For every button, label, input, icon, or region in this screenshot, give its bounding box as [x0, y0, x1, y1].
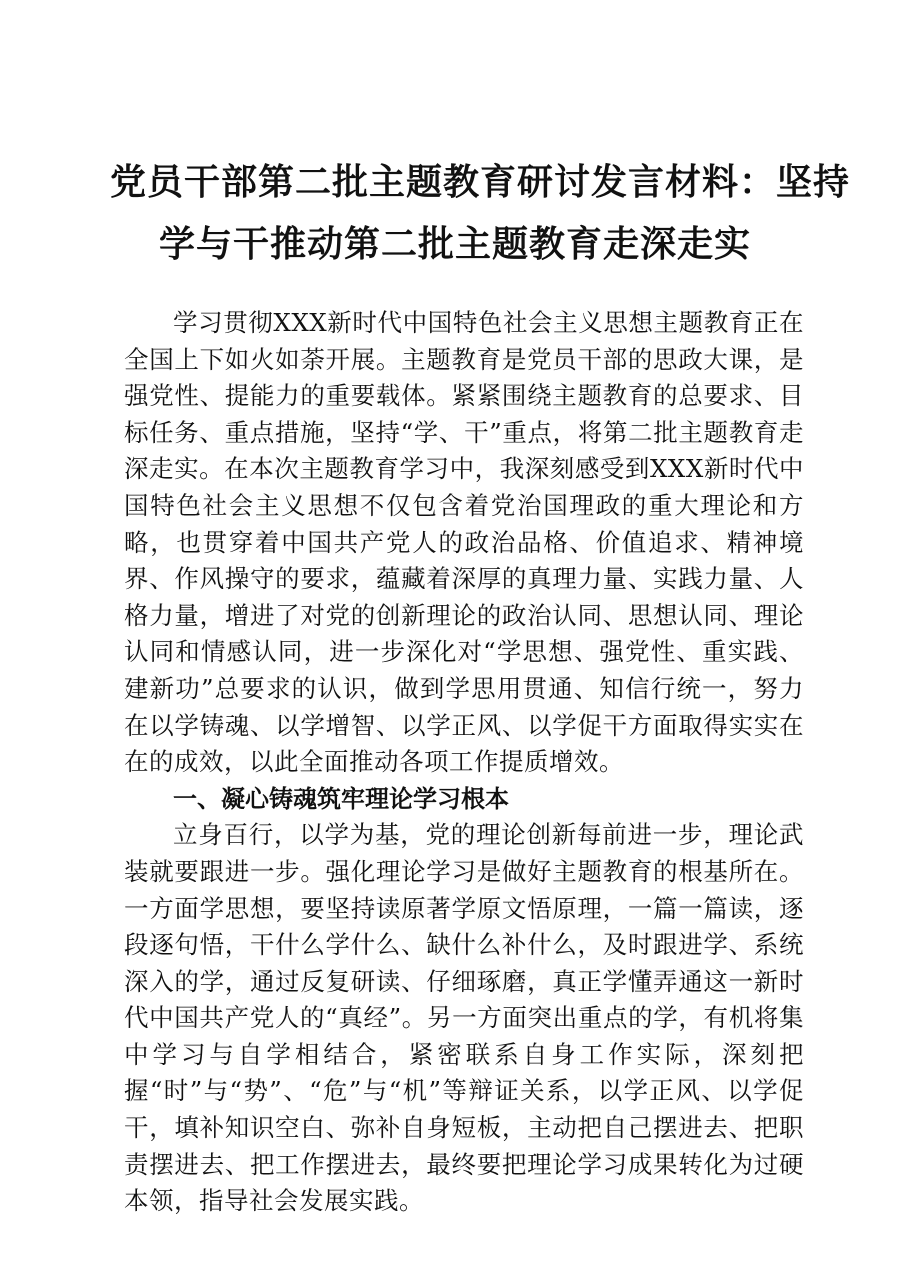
section-heading: 一、凝心铸魂筑牢理论学习根本 [173, 784, 509, 813]
document-title-line-2: 学与干推动第二批主题教育走深走实 [158, 223, 751, 265]
section-paragraph: 立身百行，以学为基，党的理论创新每前进一步，理论武装就要跟进一步。强化理论学习是做好主题教育的根基所在。一方面学思想，要坚持读原著学原文悟原理，一篇一篇读，逐段逐句悟，干什么学什么、缺什么补什么，及时跟进学、系统深入的学，通过反复研读、仔细琢磨，真正学懂弄通这一新时代中国共产党人的“真经”。另一方面突出重点的学，有机将集中学习与自学相结合，紧密联系自身工作实际，深刻把握“时”与“势”、“危”与“机”等辩证关系，以学正风、以学促干，填补知识空白、弥补自身短板，主动把自己摆进去、把职责摆进去、把工作摆进去，最终要把理论学习成果转化为过硬本领，指导社会发展实践。 [124, 820, 804, 1216]
document-title-line-1: 党员干部第二批主题教育研讨发言材料：坚持 [110, 161, 851, 203]
intro-paragraph: 学习贯彻XXX新时代中国特色社会主义思想主题教育正在全国上下如火如荼开展。主题教育是党员干部的思政大课，是强党性、提能力的重要载体。紧紧围绕主题教育的总要求、目标任务、重点措施，坚持“学、干”重点，将第二批主题教育走深走实。在本次主题教育学习中，我深刻感受到XXX新时代中国特色社会主义思想不仅包含着党治国理政的重大理论和方略，也贯穿着中国共产党人的政治品格、价值追求、精神境界、作风操守的要求，蕴藏着深厚的真理力量、实践力量、人格力量，增进了对党的创新理论的政治认同、思想认同、理论认同和情感认同，进一步深化对“学思想、强党性、重实践、建新功”总要求的认识，做到学思用贯通、知信行统一，努力在以学铸魂、以学增智、以学正风、以学促干方面取得实实在在的成效，以此全面推动各项工作提质增效。 [124, 308, 804, 777]
document-body [124, 305, 804, 1220]
